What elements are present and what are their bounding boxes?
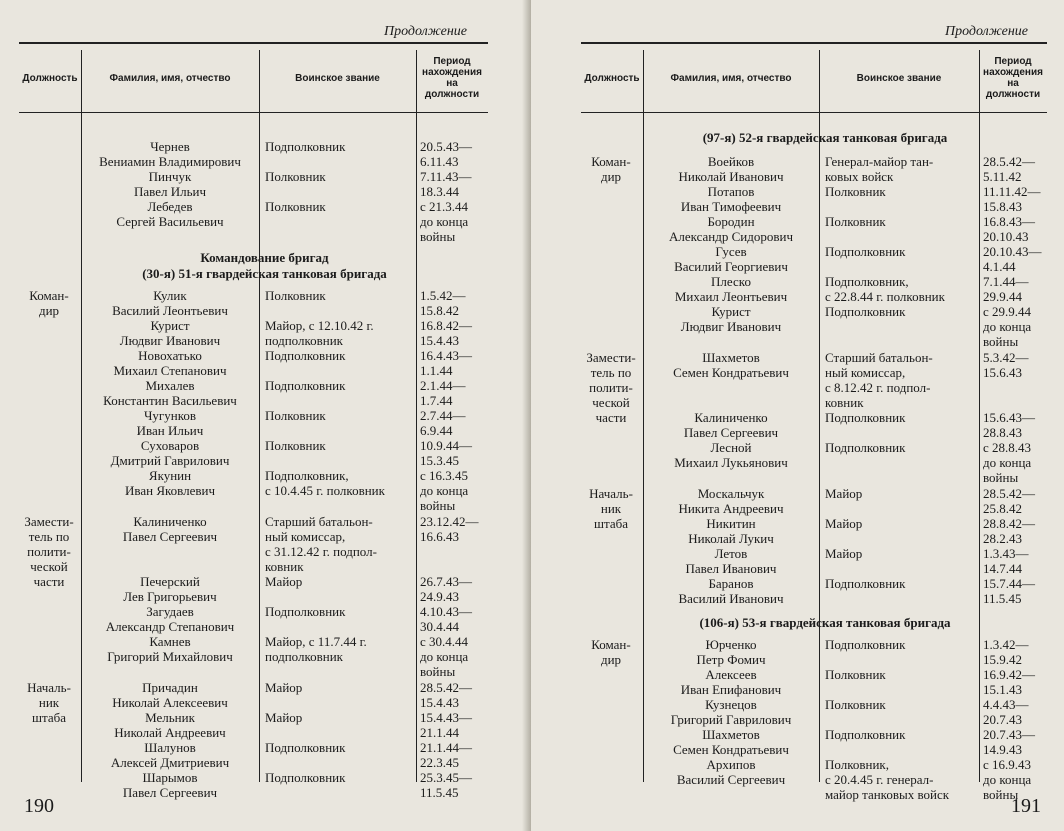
military-rank: Полковник [265, 199, 326, 214]
position-label: тель по [590, 365, 632, 380]
service-period: 28.5.42— [983, 154, 1035, 169]
section-title: Командование бригад [200, 250, 329, 265]
position-label: Замести- [24, 514, 74, 529]
officer-name: Никита Андреевич [678, 501, 784, 516]
military-rank: ковник [265, 559, 304, 574]
military-rank: подполковник [265, 333, 343, 348]
officer-name: Михалев [145, 378, 195, 393]
column-divider [819, 50, 820, 782]
service-period: 26.7.43— [420, 574, 472, 589]
position-label: тель по [28, 529, 70, 544]
military-rank: Подполковник [265, 139, 346, 154]
service-period: 2.7.44— [420, 408, 466, 423]
officer-name: Михаил Леонтьевич [674, 289, 788, 304]
officer-name: Василий Иванович [678, 591, 784, 606]
military-rank: Майор [265, 710, 303, 725]
position-label: Коман- [591, 154, 631, 169]
service-period: 23.12.42— [420, 514, 479, 529]
column-divider [259, 50, 260, 782]
officer-name: Григорий Михайлович [107, 649, 233, 664]
officer-name: Павел Иванович [685, 561, 777, 576]
officer-name: Воейков [707, 154, 755, 169]
position-label: Замести- [586, 350, 636, 365]
military-rank: Майор, с 11.7.44 г. [265, 634, 367, 649]
service-period: 15.6.43— [983, 410, 1035, 425]
service-period: 1.3.43— [983, 546, 1029, 561]
service-period: 7.11.43— [420, 169, 472, 184]
officer-name: Семен Кондратьевич [673, 365, 789, 380]
officer-name: Иван Тимофеевич [680, 199, 782, 214]
page-number: 191 [1011, 795, 1041, 817]
service-period: 15.8.43 [983, 199, 1022, 214]
service-period: 16.8.42— [420, 318, 472, 333]
position-label: ческой [30, 559, 68, 574]
officer-name: Николай Лукич [688, 531, 774, 546]
military-rank: с 22.8.44 г. полковник [825, 289, 945, 304]
service-period: до конца [420, 649, 469, 664]
officer-name: Летов [714, 546, 748, 561]
officer-name: Суховаров [140, 438, 200, 453]
position-label: части [33, 574, 65, 589]
service-period: 4.1.44 [983, 259, 1016, 274]
service-period: с 29.9.44 [983, 304, 1032, 319]
officer-name: Плеско [711, 274, 751, 289]
military-rank: Полковник [825, 184, 886, 199]
position-label: Коман- [591, 637, 631, 652]
header-position: Должность [22, 72, 78, 84]
military-rank: Полковник, [825, 757, 889, 772]
table-top-rule [581, 42, 1047, 44]
officer-name: Гусев [715, 244, 747, 259]
service-period: войны [983, 787, 1019, 802]
service-period: 15.6.43 [983, 365, 1022, 380]
military-rank: Старший батальон- [265, 514, 373, 529]
officer-name: Лев Григорьевич [123, 589, 217, 604]
military-rank: Подполковник [265, 378, 346, 393]
service-period: 28.2.43 [983, 531, 1022, 546]
position-label: Коман- [29, 288, 69, 303]
header-rule [581, 112, 1047, 113]
service-period: до конца [983, 319, 1032, 334]
officer-name: Шахметов [702, 727, 760, 742]
military-rank: Майор [825, 516, 863, 531]
service-period: 24.9.43 [420, 589, 459, 604]
column-divider [979, 50, 980, 782]
officer-name: Александр Степанович [105, 619, 235, 634]
officer-name: Бородин [707, 214, 755, 229]
officer-name: Вениамин Владимирович [99, 154, 241, 169]
service-period: 5.3.42— [983, 350, 1029, 365]
officer-name: Потапов [707, 184, 755, 199]
service-period: 1.3.42— [983, 637, 1029, 652]
service-period: 14.7.44 [983, 561, 1022, 576]
officer-name: Василий Леонтьевич [112, 303, 228, 318]
officer-name: Шалунов [144, 740, 196, 755]
officer-name: Павел Сергеевич [122, 529, 218, 544]
position-label: Началь- [589, 486, 633, 501]
service-period: 15.8.42 [420, 303, 459, 318]
officer-name: Василий Сергеевич [676, 772, 786, 787]
military-rank: Подполковник [265, 770, 346, 785]
officer-name: Мельник [145, 710, 195, 725]
officer-name: Курист [150, 318, 190, 333]
service-period: 10.9.44— [420, 438, 472, 453]
service-period: 20.5.43— [420, 139, 472, 154]
officer-name: Баранов [708, 576, 754, 591]
service-period: 20.10.43— [983, 244, 1042, 259]
military-rank: Майор [825, 546, 863, 561]
officer-name: Новохатько [138, 348, 202, 363]
military-rank: Подполковник [265, 740, 346, 755]
officer-name: Никитин [706, 516, 756, 531]
column-divider [643, 50, 644, 782]
officer-name: Николай Андреевич [114, 725, 226, 740]
service-period: 11.5.45 [983, 591, 1022, 606]
officers-table-left [19, 42, 488, 800]
position-label: полити- [589, 380, 633, 395]
officer-name: Калиниченко [133, 514, 207, 529]
military-rank: Полковник [825, 214, 886, 229]
officer-name: Курист [711, 304, 751, 319]
service-period: 28.8.43 [983, 425, 1022, 440]
service-period: 25.8.42 [983, 501, 1022, 516]
page-number: 190 [24, 795, 54, 817]
service-period: 6.9.44 [420, 423, 453, 438]
position-label: ник [600, 501, 622, 516]
military-rank: Полковник [825, 697, 886, 712]
service-period: до конца [983, 772, 1032, 787]
officer-name: Алексей Дмитриевич [110, 755, 230, 770]
position-label: дир [600, 652, 622, 667]
officer-name: Людвиг Иванович [680, 319, 782, 334]
officer-name: Алексеев [705, 667, 757, 682]
service-period: 20.7.43 [983, 712, 1022, 727]
military-rank: Подполковник [825, 304, 906, 319]
officer-name: Павел Сергеевич [122, 785, 218, 800]
officer-name: Павел Ильич [133, 184, 207, 199]
military-rank: Майор [265, 680, 303, 695]
service-period: войны [420, 498, 456, 513]
service-period: 16.8.43— [983, 214, 1035, 229]
service-period: 15.3.45 [420, 453, 459, 468]
service-period: с 16.9.43 [983, 757, 1032, 772]
service-period: 6.11.43 [420, 154, 459, 169]
military-rank: Подполковник, [825, 274, 909, 289]
military-rank: Подполковник [825, 576, 906, 591]
service-period: с 30.4.44 [420, 634, 469, 649]
officer-name: Чугунков [143, 408, 197, 423]
service-period: 16.6.43 [420, 529, 459, 544]
service-period: 2.1.44— [420, 378, 466, 393]
military-rank: Полковник [265, 288, 326, 303]
military-rank: Генерал-майор тан- [825, 154, 934, 169]
service-period: 11.5.45 [420, 785, 459, 800]
officer-name: Кулик [153, 288, 187, 303]
continuation-label: Продолжение [945, 24, 1028, 39]
officer-name: Лесной [710, 440, 752, 455]
military-rank: с 31.12.42 г. подпол- [265, 544, 377, 559]
service-period: 20.7.43— [983, 727, 1035, 742]
service-period: войны [983, 334, 1019, 349]
header-position: Должность [584, 72, 640, 84]
service-period: с 16.3.45 [420, 468, 469, 483]
header-name: Фамилия, имя, отчество [109, 72, 231, 84]
military-rank: Подполковник [825, 637, 906, 652]
service-period: 18.3.44 [420, 184, 459, 199]
officer-name: Шарымов [142, 770, 198, 785]
officer-name: Кузнецов [705, 697, 757, 712]
service-period: 4.4.43— [983, 697, 1029, 712]
service-period: до конца [420, 483, 469, 498]
service-period: до конца [420, 214, 469, 229]
officer-name: Загудаев [146, 604, 194, 619]
military-rank: Полковник [265, 438, 326, 453]
header-period: Период нахождения на должности [422, 56, 482, 100]
officer-name: Семен Кондратьевич [673, 742, 789, 757]
service-period: 16.9.42— [983, 667, 1035, 682]
service-period: 21.1.44— [420, 740, 472, 755]
military-rank: Подполковник [825, 727, 906, 742]
service-period: 1.5.42— [420, 288, 466, 303]
military-rank: Старший батальон- [825, 350, 933, 365]
officer-name: Якунин [148, 468, 192, 483]
service-period: 22.3.45 [420, 755, 459, 770]
service-period: 15.4.43 [420, 695, 459, 710]
military-rank: Майор [265, 574, 303, 589]
officer-name: Павел Сергеевич [683, 425, 779, 440]
officer-name: Пинчук [148, 169, 192, 184]
officer-name: Юрченко [705, 637, 757, 652]
military-rank: Подполковник [265, 604, 346, 619]
service-period: 1.7.44 [420, 393, 453, 408]
position-label: части [595, 410, 627, 425]
service-period: войны [420, 664, 456, 679]
service-period: 21.1.44 [420, 725, 459, 740]
left-page [0, 0, 529, 831]
service-period: 29.9.44 [983, 289, 1022, 304]
service-period: 15.9.42 [983, 652, 1022, 667]
position-label: штаба [31, 710, 66, 725]
continuation-label: Продолжение [384, 24, 467, 39]
officer-name: Иван Яковлевич [124, 483, 216, 498]
header-rank: Воинское звание [856, 72, 942, 84]
military-rank: Полковник [265, 408, 326, 423]
officer-name: Печерский [140, 574, 200, 589]
position-label: дир [600, 169, 622, 184]
officer-name: Михаил Лукьянович [674, 455, 788, 470]
service-period: 14.9.43 [983, 742, 1022, 757]
service-period: 25.3.45— [420, 770, 472, 785]
officer-name: Дмитрий Гаврилович [110, 453, 230, 468]
officer-name: Василий Георгиевич [674, 259, 788, 274]
service-period: 7.1.44— [983, 274, 1029, 289]
position-label: полити- [27, 544, 71, 559]
service-period: 11.11.42— [983, 184, 1041, 199]
service-period: 15.1.43 [983, 682, 1022, 697]
military-rank: с 8.12.42 г. подпол- [825, 380, 931, 395]
military-rank: майор танковых войск [825, 787, 950, 802]
officer-name: Иван Ильич [136, 423, 204, 438]
officer-name: Лебедев [147, 199, 193, 214]
military-rank: подполковник [265, 649, 343, 664]
officer-name: Калиниченко [694, 410, 768, 425]
officer-name: Николай Иванович [678, 169, 784, 184]
officer-name: Причадин [142, 680, 198, 695]
service-period: 16.4.43— [420, 348, 472, 363]
military-rank: с 10.4.45 г. полковник [265, 483, 385, 498]
position-label: Началь- [27, 680, 71, 695]
service-period: 28.5.42— [983, 486, 1035, 501]
position-label: дир [38, 303, 60, 318]
position-label: ник [38, 695, 60, 710]
service-period: 1.1.44 [420, 363, 453, 378]
military-rank: ковник [825, 395, 864, 410]
brigade-title: (97-я) 52-я гвардейская танковая бригада [702, 130, 948, 145]
officer-name: Александр Сидорович [668, 229, 794, 244]
header-rank: Воинское звание [295, 72, 380, 84]
brigade-title: (106-я) 53-я гвардейская танковая бригада [699, 615, 951, 630]
officer-name: Шахметов [702, 350, 760, 365]
service-period: войны [420, 229, 456, 244]
header-period: Период нахождения на должности [983, 56, 1043, 100]
military-rank: Подполковник, [265, 468, 349, 483]
officer-name: Людвиг Иванович [119, 333, 221, 348]
officer-name: Камнев [149, 634, 191, 649]
table-top-rule [19, 42, 488, 44]
officer-name: Николай Алексеевич [112, 695, 228, 710]
service-period: 30.4.44 [420, 619, 459, 634]
military-rank: Полковник [265, 169, 326, 184]
service-period: войны [983, 470, 1019, 485]
service-period: 20.10.43 [983, 229, 1029, 244]
column-divider [416, 50, 417, 782]
military-rank: ный комиссар, [265, 529, 346, 544]
right-page [531, 0, 1064, 831]
officer-name: Петр Фомич [696, 652, 766, 667]
service-period: 15.4.43— [420, 710, 472, 725]
officer-name: Константин Васильевич [103, 393, 237, 408]
military-rank: Подполковник [265, 348, 346, 363]
officer-name: Михаил Степанович [113, 363, 227, 378]
service-period: 15.7.44— [983, 576, 1035, 591]
header-rule [19, 112, 488, 113]
military-rank: Подполковник [825, 244, 906, 259]
military-rank: Полковник [825, 667, 886, 682]
military-rank: ный комиссар, [825, 365, 906, 380]
officer-name: Архипов [706, 757, 756, 772]
military-rank: Подполковник [825, 410, 906, 425]
service-period: до конца [983, 455, 1032, 470]
officer-name: Москальчук [697, 486, 765, 501]
service-period: с 28.8.43 [983, 440, 1032, 455]
service-period: 15.4.43 [420, 333, 459, 348]
column-divider [81, 50, 82, 782]
service-period: с 21.3.44 [420, 199, 469, 214]
military-rank: ковых войск [825, 169, 894, 184]
military-rank: Майор [825, 486, 863, 501]
position-label: ческой [592, 395, 630, 410]
service-period: 28.8.42— [983, 516, 1035, 531]
header-name: Фамилия, имя, отчество [670, 72, 792, 84]
officer-name: Сергей Васильевич [116, 214, 224, 229]
officer-name: Иван Епифанович [680, 682, 782, 697]
service-period: 4.10.43— [420, 604, 472, 619]
position-label: штаба [593, 516, 628, 531]
military-rank: Подполковник [825, 440, 906, 455]
officer-name: Чернев [150, 139, 190, 154]
officer-name: Григорий Гаврилович [670, 712, 792, 727]
military-rank: Майор, с 12.10.42 г. [265, 318, 374, 333]
brigade-title: (30-я) 51-я гвардейская танковая бригада [142, 266, 387, 281]
service-period: 5.11.42 [983, 169, 1022, 184]
service-period: 28.5.42— [420, 680, 472, 695]
officers-table-right [581, 42, 1047, 802]
military-rank: с 20.4.45 г. генерал- [825, 772, 934, 787]
